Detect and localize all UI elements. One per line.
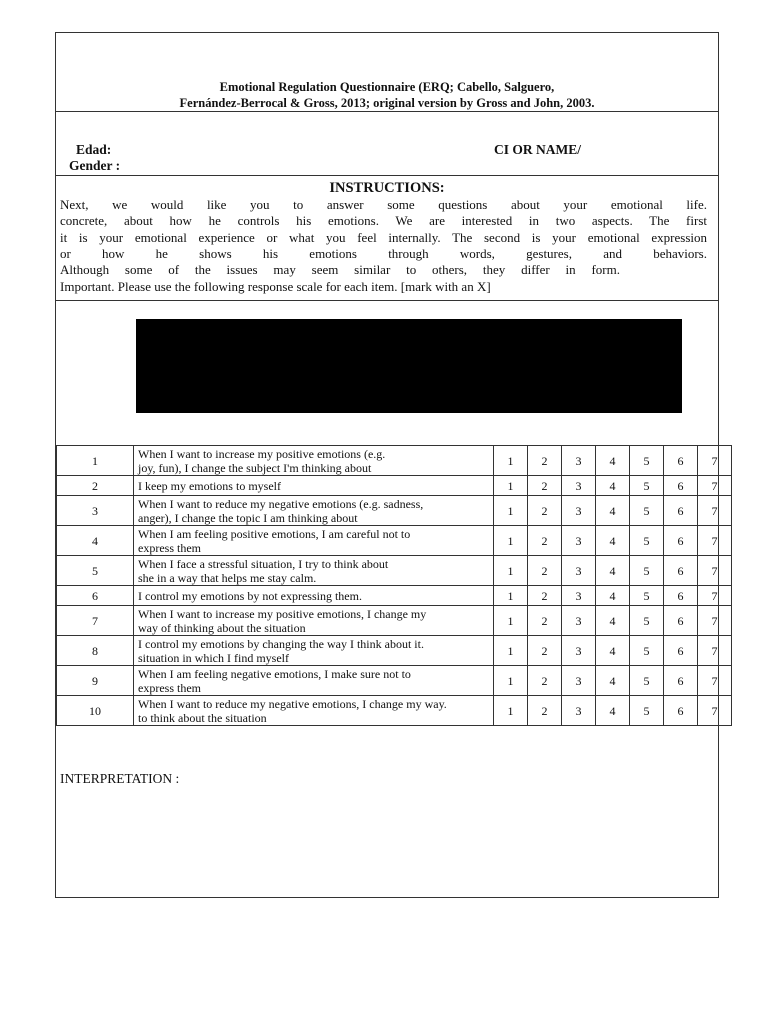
item-text-line-1: When I am feeling positive emotions, I am careful not to bbox=[138, 526, 411, 541]
id-label: CI OR NAME/ bbox=[494, 142, 581, 157]
item-number: 2 bbox=[57, 476, 134, 496]
scale-option-6[interactable]: 6 bbox=[664, 476, 698, 496]
scale-option-3[interactable]: 3 bbox=[562, 476, 596, 496]
gender-label: Gender : bbox=[69, 158, 121, 173]
age-label: Edad: bbox=[76, 142, 112, 157]
instructions-line: Important. Please use the following response scale for each item. [mark with an X] bbox=[60, 279, 491, 294]
item-statement bbox=[134, 446, 494, 476]
questionnaire-form bbox=[55, 32, 719, 898]
scale-option-3[interactable]: 3 bbox=[562, 636, 596, 666]
divider bbox=[56, 175, 718, 176]
scale-option-6[interactable]: 6 bbox=[664, 586, 698, 606]
instructions-line: Next, we would like you to answer some questions about your emotional life. bbox=[60, 197, 707, 212]
item-number: 6 bbox=[57, 586, 134, 606]
title-line-2: Fernández-Berrocal & Gross, 2013; original version by Gross and John, 2003. bbox=[179, 96, 595, 110]
title-line-1: Emotional Regulation Questionnaire (ERQ; Cabello, Salguero, bbox=[219, 80, 555, 94]
table-row bbox=[57, 666, 732, 696]
scale-option-6[interactable]: 6 bbox=[664, 636, 698, 666]
table-row bbox=[57, 556, 732, 586]
scale-option-4[interactable]: 4 bbox=[596, 476, 630, 496]
table-row bbox=[57, 636, 732, 666]
scale-option-1[interactable]: 1 bbox=[494, 666, 528, 696]
item-text-line-1: I control my emotions by changing the way I think about it. bbox=[138, 636, 424, 651]
scale-option-6[interactable]: 6 bbox=[664, 556, 698, 586]
item-statement bbox=[134, 526, 494, 556]
item-number: 9 bbox=[57, 666, 134, 696]
scale-option-1[interactable]: 1 bbox=[494, 696, 528, 726]
item-number: 8 bbox=[57, 636, 134, 666]
scale-option-3[interactable]: 3 bbox=[562, 606, 596, 636]
item-statement bbox=[134, 496, 494, 526]
divider bbox=[56, 300, 718, 301]
questionnaire-title bbox=[56, 79, 718, 111]
item-text-line-1: I control my emotions by not expressing them. bbox=[138, 588, 362, 603]
scale-option-4[interactable]: 4 bbox=[596, 586, 630, 606]
item-text-line-2: she in a way that helps me stay calm. bbox=[138, 570, 317, 585]
item-text-line-1: When I face a stressful situation, I try to think about bbox=[138, 556, 389, 571]
instructions-line: Although some of the issues may seem similar to others, they differ in form. bbox=[60, 262, 620, 277]
scale-option-5[interactable]: 5 bbox=[630, 526, 664, 556]
instructions-line: it is your emotional experience or what you feel internally. The second is your emotional expression bbox=[60, 230, 707, 245]
scale-option-4[interactable]: 4 bbox=[596, 446, 630, 476]
item-text-line-2: anger), I change the topic I am thinking about bbox=[138, 510, 358, 525]
scale-option-5[interactable]: 5 bbox=[630, 476, 664, 496]
scale-option-2[interactable]: 2 bbox=[528, 606, 562, 636]
scale-option-3[interactable]: 3 bbox=[562, 696, 596, 726]
scale-option-7[interactable]: 7 bbox=[698, 526, 732, 556]
scale-option-7[interactable]: 7 bbox=[698, 556, 732, 586]
scale-option-2[interactable]: 2 bbox=[528, 666, 562, 696]
item-number: 10 bbox=[57, 696, 134, 726]
item-text-line-1: I keep my emotions to myself bbox=[138, 478, 281, 493]
scale-option-6[interactable]: 6 bbox=[664, 496, 698, 526]
scale-option-5[interactable]: 5 bbox=[630, 556, 664, 586]
interpretation-label: INTERPRETATION : bbox=[60, 771, 180, 786]
item-number: 4 bbox=[57, 526, 134, 556]
scale-option-1[interactable]: 1 bbox=[494, 496, 528, 526]
item-text-line-1: When I want to increase my positive emotions, I change my bbox=[138, 606, 427, 621]
scale-option-1[interactable]: 1 bbox=[494, 606, 528, 636]
instructions-heading: INSTRUCTIONS: bbox=[329, 180, 445, 196]
scale-option-1[interactable]: 1 bbox=[494, 586, 528, 606]
item-statement bbox=[134, 586, 494, 606]
item-statement bbox=[134, 666, 494, 696]
table-row bbox=[57, 696, 732, 726]
scale-option-5[interactable]: 5 bbox=[630, 496, 664, 526]
instructions-line: concrete, about how he controls his emotions. We are interested in two aspects. The first bbox=[60, 213, 707, 228]
item-text-line-1: When I am feeling negative emotions, I make sure not to bbox=[138, 666, 411, 681]
scale-option-2[interactable]: 2 bbox=[528, 446, 562, 476]
scale-option-6[interactable]: 6 bbox=[664, 606, 698, 636]
items-table bbox=[56, 445, 732, 726]
scale-option-7[interactable]: 7 bbox=[698, 636, 732, 666]
item-text-line-2: situation in which I find myself bbox=[138, 650, 289, 665]
item-number: 7 bbox=[57, 606, 134, 636]
scale-option-4[interactable]: 4 bbox=[596, 496, 630, 526]
scale-option-7[interactable]: 7 bbox=[698, 696, 732, 726]
scale-option-1[interactable]: 1 bbox=[494, 526, 528, 556]
table-row bbox=[57, 446, 732, 476]
table-row bbox=[57, 476, 732, 496]
table-row bbox=[57, 496, 732, 526]
item-statement bbox=[134, 606, 494, 636]
scale-option-2[interactable]: 2 bbox=[528, 636, 562, 666]
scale-option-2[interactable]: 2 bbox=[528, 696, 562, 726]
scale-option-6[interactable]: 6 bbox=[664, 696, 698, 726]
scale-option-7[interactable]: 7 bbox=[698, 496, 732, 526]
item-text-line-2: to think about the situation bbox=[138, 710, 267, 725]
scale-option-7[interactable]: 7 bbox=[698, 586, 732, 606]
scale-option-3[interactable]: 3 bbox=[562, 556, 596, 586]
item-text-line-2: express them bbox=[138, 540, 201, 555]
scale-option-4[interactable]: 4 bbox=[596, 696, 630, 726]
scale-option-5[interactable]: 5 bbox=[630, 586, 664, 606]
scale-option-6[interactable]: 6 bbox=[664, 526, 698, 556]
scale-option-1[interactable]: 1 bbox=[494, 446, 528, 476]
scale-option-3[interactable]: 3 bbox=[562, 526, 596, 556]
scale-option-2[interactable]: 2 bbox=[528, 586, 562, 606]
divider bbox=[56, 111, 718, 112]
scale-option-3[interactable]: 3 bbox=[562, 446, 596, 476]
scale-option-5[interactable]: 5 bbox=[630, 446, 664, 476]
item-number: 3 bbox=[57, 496, 134, 526]
scale-option-6[interactable]: 6 bbox=[664, 446, 698, 476]
scale-option-5[interactable]: 5 bbox=[630, 606, 664, 636]
item-text-line-1: When I want to increase my positive emotions (e.g. bbox=[138, 446, 386, 461]
scale-option-6[interactable]: 6 bbox=[664, 666, 698, 696]
item-statement bbox=[134, 696, 494, 726]
scale-option-7[interactable]: 7 bbox=[698, 446, 732, 476]
scale-option-3[interactable]: 3 bbox=[562, 586, 596, 606]
item-text-line-1: When I want to reduce my negative emotions (e.g. sadness, bbox=[138, 496, 424, 511]
scale-option-1[interactable]: 1 bbox=[494, 476, 528, 496]
scale-option-4[interactable]: 4 bbox=[596, 666, 630, 696]
redacted-response-scale bbox=[136, 319, 682, 413]
scale-option-5[interactable]: 5 bbox=[630, 636, 664, 666]
item-number: 1 bbox=[57, 446, 134, 476]
item-text-line-1: When I want to reduce my negative emotions, I change my way. bbox=[138, 696, 447, 711]
scale-option-2[interactable]: 2 bbox=[528, 496, 562, 526]
scale-option-7[interactable]: 7 bbox=[698, 476, 732, 496]
scale-option-2[interactable]: 2 bbox=[528, 556, 562, 586]
scale-option-5[interactable]: 5 bbox=[630, 696, 664, 726]
scale-option-7[interactable]: 7 bbox=[698, 606, 732, 636]
scale-option-1[interactable]: 1 bbox=[494, 636, 528, 666]
scale-option-2[interactable]: 2 bbox=[528, 476, 562, 496]
item-number: 5 bbox=[57, 556, 134, 586]
scale-option-2[interactable]: 2 bbox=[528, 526, 562, 556]
table-row bbox=[57, 586, 732, 606]
scale-option-4[interactable]: 4 bbox=[596, 526, 630, 556]
scale-option-4[interactable]: 4 bbox=[596, 636, 630, 666]
item-text-line-2: way of thinking about the situation bbox=[138, 620, 306, 635]
item-statement bbox=[134, 636, 494, 666]
scale-option-5[interactable]: 5 bbox=[630, 666, 664, 696]
scale-option-1[interactable]: 1 bbox=[494, 556, 528, 586]
scale-option-3[interactable]: 3 bbox=[562, 496, 596, 526]
scale-option-4[interactable]: 4 bbox=[596, 556, 630, 586]
scale-option-4[interactable]: 4 bbox=[596, 606, 630, 636]
item-text-line-2: express them bbox=[138, 680, 201, 695]
table-row bbox=[57, 606, 732, 636]
table-row bbox=[57, 526, 732, 556]
scale-option-3[interactable]: 3 bbox=[562, 666, 596, 696]
item-text-line-2: joy, fun), I change the subject I'm thinking about bbox=[138, 460, 372, 475]
scale-option-7[interactable]: 7 bbox=[698, 666, 732, 696]
item-statement bbox=[134, 556, 494, 586]
instructions-line: or how he shows his emotions through words, gestures, and behaviors. bbox=[60, 246, 707, 261]
item-statement bbox=[134, 476, 494, 496]
